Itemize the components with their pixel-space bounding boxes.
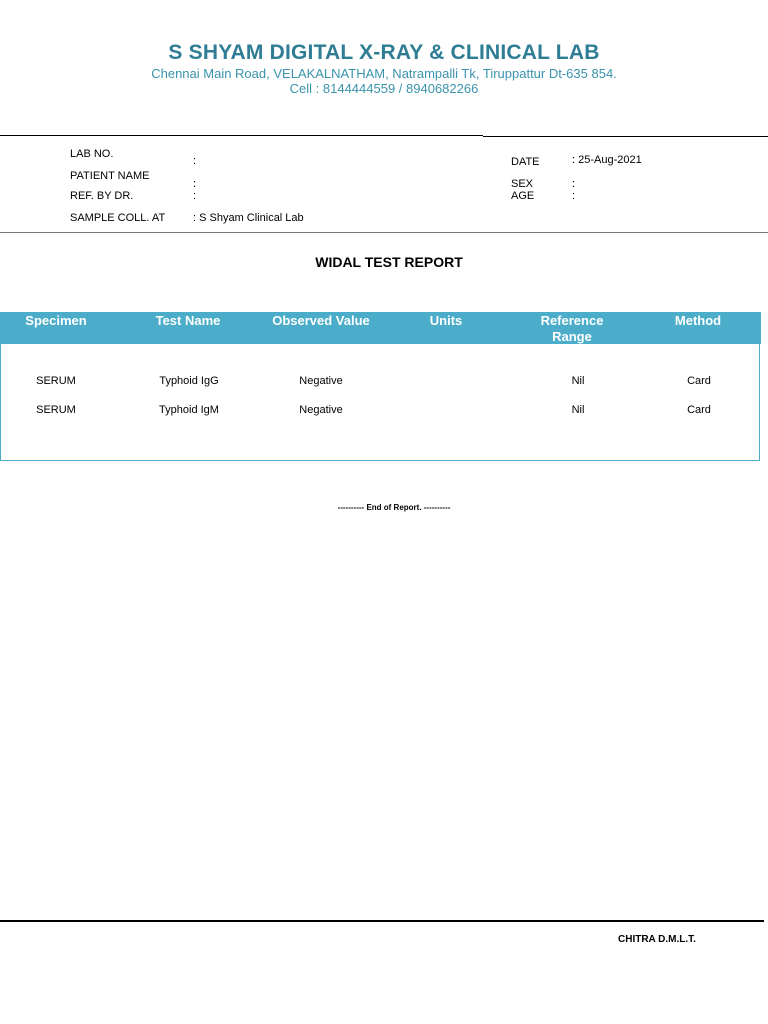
- sample-coll-label: SAMPLE COLL. AT: [70, 212, 166, 224]
- cell-observed-value: Negative: [299, 375, 343, 387]
- header-divider-right: [483, 136, 768, 137]
- report-title: WIDAL TEST REPORT: [315, 254, 463, 270]
- lab-address: Chennai Main Road, VELAKALNATHAM, Natrampalli Tk, Tiruppattur Dt-635 854.: [151, 66, 617, 81]
- age-label: AGE: [511, 190, 535, 202]
- cell-method: Card: [687, 404, 711, 416]
- cell-specimen: SERUM: [36, 404, 76, 416]
- patient-divider: [0, 232, 768, 233]
- sample-coll-value: : S Shyam Clinical Lab: [193, 212, 304, 224]
- column-header-method: Method: [674, 313, 722, 328]
- column-header-observed-value: Observed Value: [272, 313, 370, 328]
- footer-divider: [0, 920, 764, 922]
- lab-name: S SHYAM DIGITAL X-RAY & CLINICAL LAB: [168, 41, 600, 64]
- column-header-reference-range: Reference Range: [540, 313, 604, 344]
- column-header-units: Units: [429, 313, 463, 328]
- lab-phone: Cell : 8144444559 / 8940682266: [289, 81, 479, 96]
- age-value: :: [572, 190, 576, 202]
- lab-no-value: :: [193, 155, 197, 167]
- date-label: DATE: [511, 156, 540, 168]
- date-value: : 25-Aug-2021: [572, 154, 642, 166]
- cell-test-name: Typhoid IgM: [159, 404, 219, 416]
- cell-specimen: SERUM: [36, 375, 76, 387]
- header-divider-left: [0, 135, 483, 136]
- cell-reference-range: Nil: [571, 375, 585, 387]
- end-of-report: ---------- End of Report. ----------: [337, 503, 451, 512]
- cell-method: Card: [687, 375, 711, 387]
- ref-by-label: REF. BY DR.: [70, 190, 134, 202]
- sex-value: :: [572, 178, 576, 190]
- patient-name-value: :: [193, 178, 197, 190]
- patient-name-label: PATIENT NAME: [70, 170, 150, 182]
- column-header-test-name: Test Name: [155, 313, 221, 328]
- signature: CHITRA D.M.L.T.: [618, 934, 696, 945]
- cell-observed-value: Negative: [299, 404, 343, 416]
- ref-by-value: :: [193, 190, 197, 202]
- cell-test-name: Typhoid IgG: [159, 375, 219, 387]
- column-header-specimen: Specimen: [25, 313, 87, 328]
- sex-label: SEX: [511, 178, 534, 190]
- lab-no-label: LAB NO.: [70, 148, 114, 160]
- results-table-header: [0, 312, 761, 344]
- results-table-body: [0, 344, 760, 461]
- cell-reference-range: Nil: [571, 404, 585, 416]
